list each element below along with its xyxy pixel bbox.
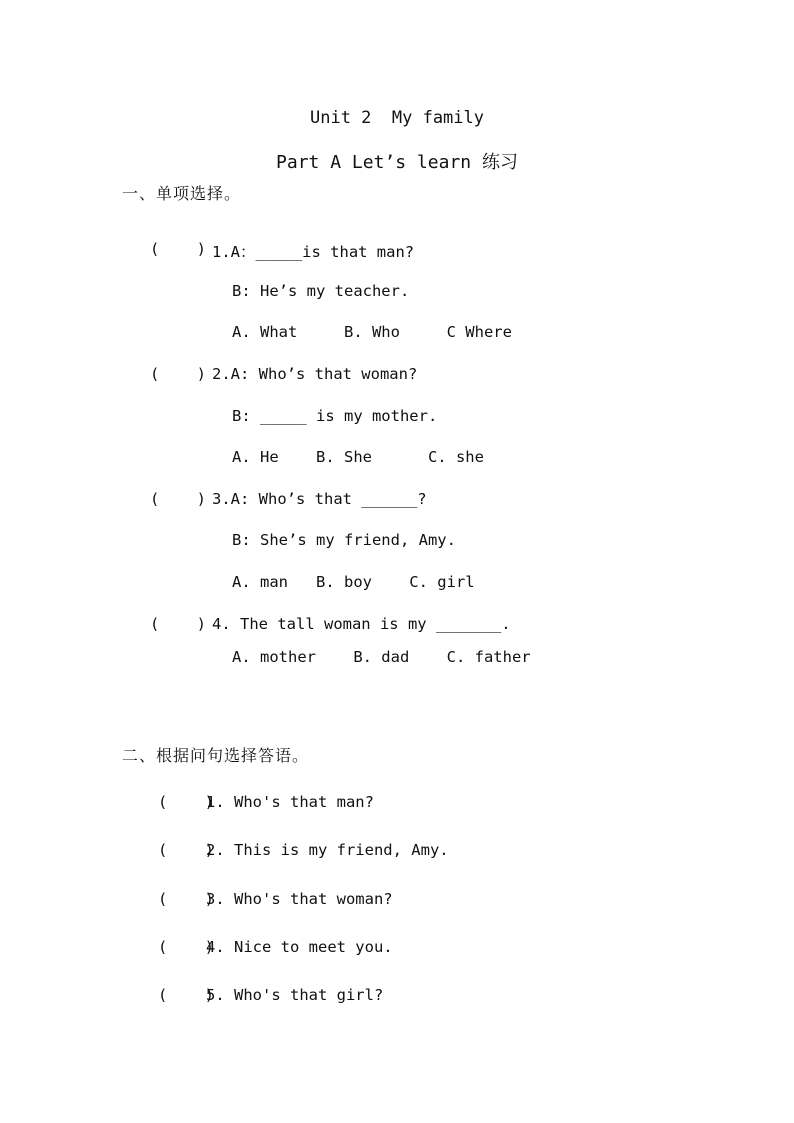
question-options: A. What B. Who C Where	[232, 323, 512, 341]
question-options: A. man B. boy C. girl	[232, 573, 475, 591]
answer-bracket[interactable]: ( )	[158, 841, 214, 859]
question-prompt: 4. The tall woman is my _______.	[212, 615, 511, 633]
answer-bracket[interactable]: ( )	[150, 490, 206, 508]
question-prompt: 1.A：_____is that man?	[212, 243, 415, 261]
answer-bracket[interactable]: ( )	[158, 986, 214, 1004]
section-2-heading: 二、根据问句选择答语。	[122, 746, 310, 765]
worksheet-subtitle: Part A Let’s learn 练习	[276, 152, 518, 173]
answer-bracket[interactable]: ( )	[158, 890, 214, 908]
question-dialogue: B: He’s my teacher.	[232, 282, 410, 300]
matching-item: 2. This is my friend, Amy.	[206, 841, 449, 859]
matching-item: 5. Who's that girl?	[206, 986, 384, 1004]
question-dialogue: B: _____ is my mother.	[232, 407, 438, 425]
answer-bracket[interactable]: ( )	[150, 365, 206, 383]
question-dialogue: B: She’s my friend, Amy.	[232, 531, 456, 549]
matching-item: 4. Nice to meet you.	[206, 938, 393, 956]
question-prompt: 3.A: Who’s that ______?	[212, 490, 427, 508]
question-options: A. mother B. dad C. father	[232, 648, 531, 666]
answer-bracket[interactable]: ( )	[150, 615, 206, 633]
section-1-heading: 一、单项选择。	[122, 184, 242, 203]
matching-item: 1. Who's that man?	[206, 793, 374, 811]
matching-item: 3. Who's that woman?	[206, 890, 393, 908]
worksheet-title: Unit 2 My family	[310, 108, 484, 128]
answer-bracket[interactable]: ( )	[150, 240, 206, 258]
question-prompt: 2.A: Who’s that woman?	[212, 365, 418, 383]
answer-bracket[interactable]: ( )	[158, 793, 214, 811]
question-options: A. He B. She C. she	[232, 448, 484, 466]
answer-bracket[interactable]: ( )	[158, 938, 214, 956]
